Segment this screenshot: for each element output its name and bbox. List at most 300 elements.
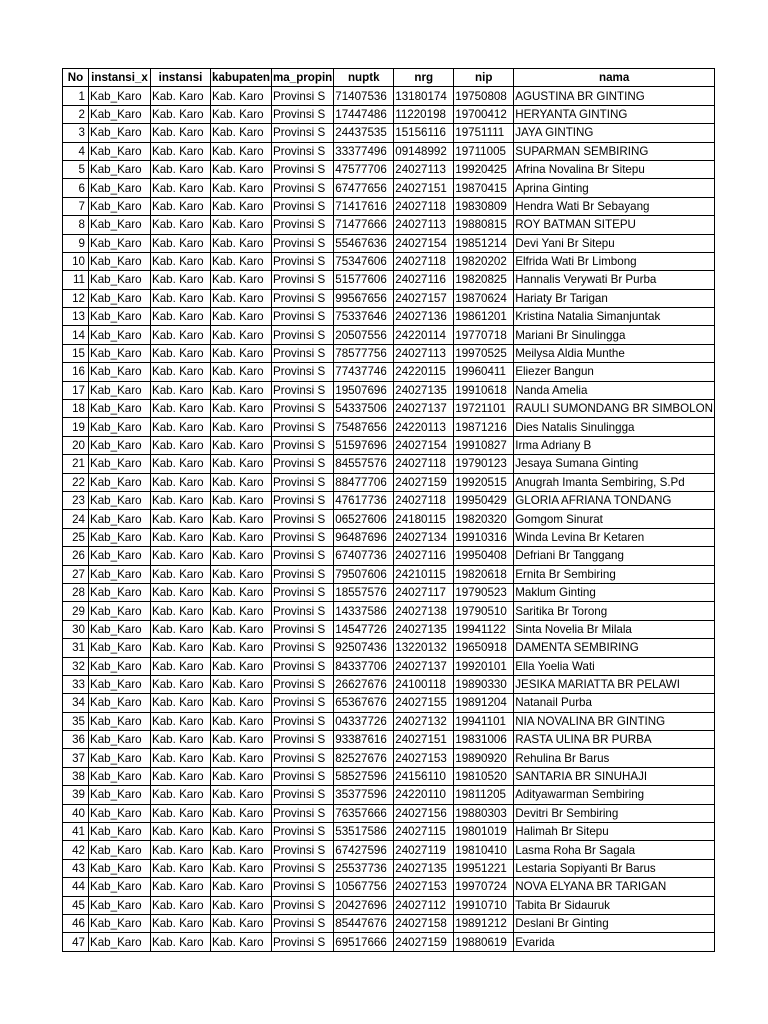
cell-no: 22 bbox=[63, 473, 89, 491]
cell-nip: 19920101 bbox=[454, 657, 514, 675]
cell-nuptk: 77437746 bbox=[334, 363, 394, 381]
cell-instansi: Kab. Karo bbox=[151, 859, 211, 877]
cell-no: 44 bbox=[63, 878, 89, 896]
cell-propinsi: Provinsi S bbox=[271, 510, 333, 528]
cell-nama: Hariaty Br Tarigan bbox=[514, 289, 715, 307]
cell-instansi: Kab. Karo bbox=[151, 767, 211, 785]
cell-nuptk: 88477706 bbox=[334, 473, 394, 491]
cell-propinsi: Provinsi S bbox=[271, 841, 333, 859]
cell-kabupaten: Kab. Karo bbox=[211, 528, 272, 546]
cell-propinsi: Provinsi S bbox=[271, 418, 333, 436]
cell-instansi-x: Kab_Karo bbox=[89, 344, 151, 362]
cell-nrg: 24027136 bbox=[394, 308, 454, 326]
cell-propinsi: Provinsi S bbox=[271, 859, 333, 877]
cell-nuptk: 47617736 bbox=[334, 491, 394, 509]
cell-nip: 19751111 bbox=[454, 124, 514, 142]
cell-nuptk: 51597696 bbox=[334, 436, 394, 454]
cell-kabupaten: Kab. Karo bbox=[211, 675, 272, 693]
cell-nip: 19650918 bbox=[454, 639, 514, 657]
cell-nip: 19891212 bbox=[454, 914, 514, 932]
cell-instansi: Kab. Karo bbox=[151, 289, 211, 307]
cell-nrg: 24027118 bbox=[394, 455, 454, 473]
cell-nrg: 24027135 bbox=[394, 620, 454, 638]
cell-nip: 19920425 bbox=[454, 160, 514, 178]
cell-nrg: 24027117 bbox=[394, 583, 454, 601]
cell-nip: 19890920 bbox=[454, 749, 514, 767]
cell-nama: Elfrida Wati Br Limbong bbox=[514, 252, 715, 270]
cell-nrg: 11220198 bbox=[394, 105, 454, 123]
cell-kabupaten: Kab. Karo bbox=[211, 179, 272, 197]
cell-nuptk: 99567656 bbox=[334, 289, 394, 307]
cell-nuptk: 93387616 bbox=[334, 731, 394, 749]
cell-nuptk: 35377596 bbox=[334, 786, 394, 804]
cell-nuptk: 14337586 bbox=[334, 602, 394, 620]
cell-kabupaten: Kab. Karo bbox=[211, 767, 272, 785]
cell-propinsi: Provinsi S bbox=[271, 308, 333, 326]
cell-propinsi: Provinsi S bbox=[271, 344, 333, 362]
cell-nuptk: 82527676 bbox=[334, 749, 394, 767]
header-nama: nama bbox=[514, 69, 715, 87]
cell-instansi-x: Kab_Karo bbox=[89, 675, 151, 693]
cell-nama: Nanda Amelia bbox=[514, 381, 715, 399]
cell-nip: 19870415 bbox=[454, 179, 514, 197]
cell-instansi-x: Kab_Karo bbox=[89, 896, 151, 914]
cell-instansi: Kab. Karo bbox=[151, 105, 211, 123]
cell-nuptk: 85447676 bbox=[334, 914, 394, 932]
cell-propinsi: Provinsi S bbox=[271, 455, 333, 473]
cell-instansi: Kab. Karo bbox=[151, 216, 211, 234]
cell-propinsi: Provinsi S bbox=[271, 896, 333, 914]
table-row bbox=[63, 216, 715, 234]
cell-kabupaten: Kab. Karo bbox=[211, 896, 272, 914]
cell-instansi-x: Kab_Karo bbox=[89, 859, 151, 877]
cell-nrg: 24027153 bbox=[394, 749, 454, 767]
cell-instansi-x: Kab_Karo bbox=[89, 528, 151, 546]
cell-instansi-x: Kab_Karo bbox=[89, 418, 151, 436]
cell-propinsi: Provinsi S bbox=[271, 914, 333, 932]
cell-no: 6 bbox=[63, 179, 89, 197]
cell-no: 11 bbox=[63, 271, 89, 289]
cell-propinsi: Provinsi S bbox=[271, 749, 333, 767]
cell-nrg: 24027138 bbox=[394, 602, 454, 620]
cell-instansi: Kab. Karo bbox=[151, 583, 211, 601]
cell-propinsi: Provinsi S bbox=[271, 326, 333, 344]
cell-nama: Lasma Roha Br Sagala bbox=[514, 841, 715, 859]
cell-no: 26 bbox=[63, 547, 89, 565]
cell-no: 46 bbox=[63, 914, 89, 932]
header-nip: nip bbox=[454, 69, 514, 87]
table-row bbox=[63, 749, 715, 767]
cell-propinsi: Provinsi S bbox=[271, 804, 333, 822]
cell-no: 35 bbox=[63, 712, 89, 730]
cell-propinsi: Provinsi S bbox=[271, 583, 333, 601]
cell-nrg: 24100118 bbox=[394, 675, 454, 693]
cell-nama: Maklum Ginting bbox=[514, 583, 715, 601]
cell-nuptk: 71407536 bbox=[334, 87, 394, 105]
table-row bbox=[63, 289, 715, 307]
cell-nama: Defriani Br Tanggang bbox=[514, 547, 715, 565]
header-kabupaten: kabupaten bbox=[211, 69, 272, 87]
cell-nuptk: 71417616 bbox=[334, 197, 394, 215]
cell-propinsi: Provinsi S bbox=[271, 491, 333, 509]
cell-kabupaten: Kab. Karo bbox=[211, 491, 272, 509]
cell-nuptk: 47577706 bbox=[334, 160, 394, 178]
cell-nip: 19810410 bbox=[454, 841, 514, 859]
table-row bbox=[63, 326, 715, 344]
cell-nip: 19700412 bbox=[454, 105, 514, 123]
cell-kabupaten: Kab. Karo bbox=[211, 105, 272, 123]
cell-no: 15 bbox=[63, 344, 89, 362]
cell-nuptk: 75337646 bbox=[334, 308, 394, 326]
cell-instansi: Kab. Karo bbox=[151, 896, 211, 914]
cell-instansi: Kab. Karo bbox=[151, 179, 211, 197]
cell-nrg: 13220132 bbox=[394, 639, 454, 657]
cell-instansi: Kab. Karo bbox=[151, 381, 211, 399]
cell-kabupaten: Kab. Karo bbox=[211, 289, 272, 307]
cell-nuptk: 67427596 bbox=[334, 841, 394, 859]
cell-nrg: 24027154 bbox=[394, 234, 454, 252]
cell-nip: 19870624 bbox=[454, 289, 514, 307]
cell-no: 21 bbox=[63, 455, 89, 473]
cell-instansi: Kab. Karo bbox=[151, 252, 211, 270]
table-row bbox=[63, 363, 715, 381]
table-row bbox=[63, 547, 715, 565]
cell-nama: Tabita Br Sidauruk bbox=[514, 896, 715, 914]
cell-kabupaten: Kab. Karo bbox=[211, 381, 272, 399]
cell-nrg: 24027112 bbox=[394, 896, 454, 914]
table-row bbox=[63, 473, 715, 491]
cell-nama: SUPARMAN SEMBIRING bbox=[514, 142, 715, 160]
cell-nip: 19810520 bbox=[454, 767, 514, 785]
header-row bbox=[63, 69, 715, 87]
cell-instansi: Kab. Karo bbox=[151, 142, 211, 160]
cell-propinsi: Provinsi S bbox=[271, 436, 333, 454]
table-row bbox=[63, 694, 715, 712]
cell-no: 41 bbox=[63, 823, 89, 841]
cell-nrg: 24027154 bbox=[394, 436, 454, 454]
cell-nip: 19711005 bbox=[454, 142, 514, 160]
table-row bbox=[63, 160, 715, 178]
cell-instansi-x: Kab_Karo bbox=[89, 933, 151, 951]
cell-nama: Ernita Br Sembiring bbox=[514, 565, 715, 583]
cell-no: 16 bbox=[63, 363, 89, 381]
table-row bbox=[63, 344, 715, 362]
cell-nrg: 24027158 bbox=[394, 914, 454, 932]
cell-instansi: Kab. Karo bbox=[151, 363, 211, 381]
cell-propinsi: Provinsi S bbox=[271, 731, 333, 749]
cell-nama: Mariani Br Sinulingga bbox=[514, 326, 715, 344]
cell-kabupaten: Kab. Karo bbox=[211, 657, 272, 675]
table-row bbox=[63, 87, 715, 105]
cell-nrg: 24027118 bbox=[394, 252, 454, 270]
cell-nuptk: 14547726 bbox=[334, 620, 394, 638]
cell-nip: 19790523 bbox=[454, 583, 514, 601]
cell-instansi-x: Kab_Karo bbox=[89, 804, 151, 822]
cell-nama: HERYANTA GINTING bbox=[514, 105, 715, 123]
cell-no: 38 bbox=[63, 767, 89, 785]
cell-nama: JESIKA MARIATTA BR PELAWI bbox=[514, 675, 715, 693]
cell-instansi: Kab. Karo bbox=[151, 933, 211, 951]
cell-nama: Afrina Novalina Br Sitepu bbox=[514, 160, 715, 178]
cell-kabupaten: Kab. Karo bbox=[211, 436, 272, 454]
cell-nama: NIA NOVALINA BR GINTING bbox=[514, 712, 715, 730]
cell-propinsi: Provinsi S bbox=[271, 675, 333, 693]
cell-nrg: 24156110 bbox=[394, 767, 454, 785]
cell-kabupaten: Kab. Karo bbox=[211, 712, 272, 730]
cell-nip: 19851214 bbox=[454, 234, 514, 252]
cell-nama: JAYA GINTING bbox=[514, 124, 715, 142]
cell-nrg: 24027118 bbox=[394, 491, 454, 509]
table-row bbox=[63, 436, 715, 454]
cell-instansi-x: Kab_Karo bbox=[89, 639, 151, 657]
cell-nip: 19970724 bbox=[454, 878, 514, 896]
cell-instansi: Kab. Karo bbox=[151, 749, 211, 767]
cell-kabupaten: Kab. Karo bbox=[211, 804, 272, 822]
cell-nip: 19790510 bbox=[454, 602, 514, 620]
cell-instansi-x: Kab_Karo bbox=[89, 400, 151, 418]
cell-kabupaten: Kab. Karo bbox=[211, 639, 272, 657]
cell-instansi-x: Kab_Karo bbox=[89, 216, 151, 234]
cell-instansi: Kab. Karo bbox=[151, 455, 211, 473]
cell-instansi: Kab. Karo bbox=[151, 344, 211, 362]
table-row bbox=[63, 142, 715, 160]
cell-instansi-x: Kab_Karo bbox=[89, 823, 151, 841]
cell-instansi-x: Kab_Karo bbox=[89, 767, 151, 785]
cell-nuptk: 67477656 bbox=[334, 179, 394, 197]
table-row bbox=[63, 400, 715, 418]
cell-propinsi: Provinsi S bbox=[271, 933, 333, 951]
cell-instansi-x: Kab_Karo bbox=[89, 914, 151, 932]
cell-nuptk: 65367676 bbox=[334, 694, 394, 712]
cell-no: 4 bbox=[63, 142, 89, 160]
cell-nama: Hannalis Verywati Br Purba bbox=[514, 271, 715, 289]
cell-no: 24 bbox=[63, 510, 89, 528]
cell-kabupaten: Kab. Karo bbox=[211, 400, 272, 418]
cell-propinsi: Provinsi S bbox=[271, 602, 333, 620]
cell-no: 1 bbox=[63, 87, 89, 105]
cell-propinsi: Provinsi S bbox=[271, 639, 333, 657]
cell-propinsi: Provinsi S bbox=[271, 528, 333, 546]
cell-propinsi: Provinsi S bbox=[271, 712, 333, 730]
spreadsheet-page bbox=[62, 68, 715, 952]
cell-nrg: 13180174 bbox=[394, 87, 454, 105]
table-row bbox=[63, 583, 715, 601]
cell-instansi: Kab. Karo bbox=[151, 639, 211, 657]
cell-instansi: Kab. Karo bbox=[151, 491, 211, 509]
cell-nuptk: 76357666 bbox=[334, 804, 394, 822]
cell-nrg: 24027153 bbox=[394, 878, 454, 896]
cell-nama: Ella Yoelia Wati bbox=[514, 657, 715, 675]
cell-nama: Anugrah Imanta Sembiring, S.Pd bbox=[514, 473, 715, 491]
cell-propinsi: Provinsi S bbox=[271, 124, 333, 142]
cell-kabupaten: Kab. Karo bbox=[211, 786, 272, 804]
cell-kabupaten: Kab. Karo bbox=[211, 308, 272, 326]
cell-instansi: Kab. Karo bbox=[151, 418, 211, 436]
cell-instansi-x: Kab_Karo bbox=[89, 252, 151, 270]
cell-nama: RAULI SUMONDANG BR SIMBOLON bbox=[514, 400, 715, 418]
cell-instansi: Kab. Karo bbox=[151, 326, 211, 344]
cell-instansi: Kab. Karo bbox=[151, 914, 211, 932]
cell-nip: 19951221 bbox=[454, 859, 514, 877]
header-no: No bbox=[63, 69, 89, 87]
cell-nama: Dies Natalis Sinulingga bbox=[514, 418, 715, 436]
cell-nrg: 15156116 bbox=[394, 124, 454, 142]
cell-nuptk: 71477666 bbox=[334, 216, 394, 234]
table-body bbox=[63, 87, 715, 951]
cell-nrg: 24027119 bbox=[394, 841, 454, 859]
cell-nuptk: 75487656 bbox=[334, 418, 394, 436]
cell-instansi-x: Kab_Karo bbox=[89, 510, 151, 528]
table-row bbox=[63, 124, 715, 142]
cell-instansi-x: Kab_Karo bbox=[89, 565, 151, 583]
cell-no: 47 bbox=[63, 933, 89, 951]
table-row bbox=[63, 197, 715, 215]
cell-nip: 19770718 bbox=[454, 326, 514, 344]
cell-instansi: Kab. Karo bbox=[151, 694, 211, 712]
cell-nip: 19890330 bbox=[454, 675, 514, 693]
cell-nrg: 24027135 bbox=[394, 381, 454, 399]
cell-kabupaten: Kab. Karo bbox=[211, 197, 272, 215]
cell-nip: 19811205 bbox=[454, 786, 514, 804]
cell-kabupaten: Kab. Karo bbox=[211, 252, 272, 270]
cell-propinsi: Provinsi S bbox=[271, 620, 333, 638]
cell-instansi: Kab. Karo bbox=[151, 528, 211, 546]
cell-nip: 19880303 bbox=[454, 804, 514, 822]
cell-instansi: Kab. Karo bbox=[151, 510, 211, 528]
cell-no: 25 bbox=[63, 528, 89, 546]
cell-nama: RASTA ULINA BR PURBA bbox=[514, 731, 715, 749]
cell-instansi: Kab. Karo bbox=[151, 602, 211, 620]
cell-nrg: 24027151 bbox=[394, 731, 454, 749]
cell-nama: DAMENTA SEMBIRING bbox=[514, 639, 715, 657]
cell-nip: 19721101 bbox=[454, 400, 514, 418]
cell-kabupaten: Kab. Karo bbox=[211, 878, 272, 896]
cell-nrg: 24027155 bbox=[394, 694, 454, 712]
cell-instansi-x: Kab_Karo bbox=[89, 234, 151, 252]
table-row bbox=[63, 639, 715, 657]
table-row bbox=[63, 786, 715, 804]
cell-nrg: 24027113 bbox=[394, 216, 454, 234]
cell-nrg: 24220113 bbox=[394, 418, 454, 436]
cell-instansi-x: Kab_Karo bbox=[89, 694, 151, 712]
cell-instansi-x: Kab_Karo bbox=[89, 731, 151, 749]
cell-nip: 19941101 bbox=[454, 712, 514, 730]
cell-kabupaten: Kab. Karo bbox=[211, 823, 272, 841]
cell-nama: Winda Levina Br Ketaren bbox=[514, 528, 715, 546]
cell-nrg: 24027113 bbox=[394, 344, 454, 362]
cell-propinsi: Provinsi S bbox=[271, 547, 333, 565]
cell-nip: 19831006 bbox=[454, 731, 514, 749]
cell-kabupaten: Kab. Karo bbox=[211, 602, 272, 620]
cell-no: 34 bbox=[63, 694, 89, 712]
cell-no: 39 bbox=[63, 786, 89, 804]
cell-nip: 19910827 bbox=[454, 436, 514, 454]
cell-nrg: 24027115 bbox=[394, 823, 454, 841]
cell-no: 27 bbox=[63, 565, 89, 583]
cell-nama: Rehulina Br Barus bbox=[514, 749, 715, 767]
cell-nip: 19871216 bbox=[454, 418, 514, 436]
cell-no: 40 bbox=[63, 804, 89, 822]
cell-nama: NOVA ELYANA BR TARIGAN bbox=[514, 878, 715, 896]
cell-nuptk: 06527606 bbox=[334, 510, 394, 528]
cell-no: 20 bbox=[63, 436, 89, 454]
table-row bbox=[63, 381, 715, 399]
cell-nuptk: 33377496 bbox=[334, 142, 394, 160]
cell-nrg: 24027113 bbox=[394, 160, 454, 178]
cell-instansi-x: Kab_Karo bbox=[89, 326, 151, 344]
cell-propinsi: Provinsi S bbox=[271, 767, 333, 785]
cell-kabupaten: Kab. Karo bbox=[211, 87, 272, 105]
cell-nrg: 24220110 bbox=[394, 786, 454, 804]
cell-nuptk: 58527596 bbox=[334, 767, 394, 785]
header-nrg: nrg bbox=[394, 69, 454, 87]
cell-no: 10 bbox=[63, 252, 89, 270]
cell-no: 29 bbox=[63, 602, 89, 620]
cell-nuptk: 67407736 bbox=[334, 547, 394, 565]
cell-instansi: Kab. Karo bbox=[151, 823, 211, 841]
cell-nuptk: 51577606 bbox=[334, 271, 394, 289]
cell-nip: 19820320 bbox=[454, 510, 514, 528]
cell-instansi: Kab. Karo bbox=[151, 565, 211, 583]
cell-nama: Kristina Natalia Simanjuntak bbox=[514, 308, 715, 326]
cell-instansi: Kab. Karo bbox=[151, 308, 211, 326]
cell-nuptk: 55467636 bbox=[334, 234, 394, 252]
cell-nuptk: 19507696 bbox=[334, 381, 394, 399]
cell-kabupaten: Kab. Karo bbox=[211, 455, 272, 473]
cell-kabupaten: Kab. Karo bbox=[211, 418, 272, 436]
cell-kabupaten: Kab. Karo bbox=[211, 344, 272, 362]
cell-nuptk: 10567756 bbox=[334, 878, 394, 896]
cell-nip: 19861201 bbox=[454, 308, 514, 326]
cell-no: 19 bbox=[63, 418, 89, 436]
cell-kabupaten: Kab. Karo bbox=[211, 510, 272, 528]
cell-instansi: Kab. Karo bbox=[151, 786, 211, 804]
cell-nuptk: 20427696 bbox=[334, 896, 394, 914]
cell-propinsi: Provinsi S bbox=[271, 657, 333, 675]
cell-nrg: 24210115 bbox=[394, 565, 454, 583]
cell-propinsi: Provinsi S bbox=[271, 252, 333, 270]
cell-propinsi: Provinsi S bbox=[271, 823, 333, 841]
cell-no: 18 bbox=[63, 400, 89, 418]
cell-nip: 19950429 bbox=[454, 491, 514, 509]
cell-nuptk: 75347606 bbox=[334, 252, 394, 270]
cell-nuptk: 20507556 bbox=[334, 326, 394, 344]
cell-instansi-x: Kab_Karo bbox=[89, 749, 151, 767]
cell-no: 7 bbox=[63, 197, 89, 215]
cell-instansi: Kab. Karo bbox=[151, 271, 211, 289]
cell-propinsi: Provinsi S bbox=[271, 878, 333, 896]
cell-nuptk: 54337506 bbox=[334, 400, 394, 418]
cell-kabupaten: Kab. Karo bbox=[211, 841, 272, 859]
cell-nuptk: 92507436 bbox=[334, 639, 394, 657]
cell-kabupaten: Kab. Karo bbox=[211, 583, 272, 601]
cell-instansi-x: Kab_Karo bbox=[89, 308, 151, 326]
cell-nrg: 24027118 bbox=[394, 197, 454, 215]
cell-instansi-x: Kab_Karo bbox=[89, 657, 151, 675]
cell-kabupaten: Kab. Karo bbox=[211, 234, 272, 252]
cell-no: 43 bbox=[63, 859, 89, 877]
cell-instansi: Kab. Karo bbox=[151, 436, 211, 454]
cell-nuptk: 25537736 bbox=[334, 859, 394, 877]
cell-instansi-x: Kab_Karo bbox=[89, 197, 151, 215]
cell-nuptk: 18557576 bbox=[334, 583, 394, 601]
cell-nrg: 24027132 bbox=[394, 712, 454, 730]
cell-propinsi: Provinsi S bbox=[271, 105, 333, 123]
cell-nip: 19801019 bbox=[454, 823, 514, 841]
cell-nip: 19820825 bbox=[454, 271, 514, 289]
cell-instansi-x: Kab_Karo bbox=[89, 124, 151, 142]
cell-instansi: Kab. Karo bbox=[151, 473, 211, 491]
